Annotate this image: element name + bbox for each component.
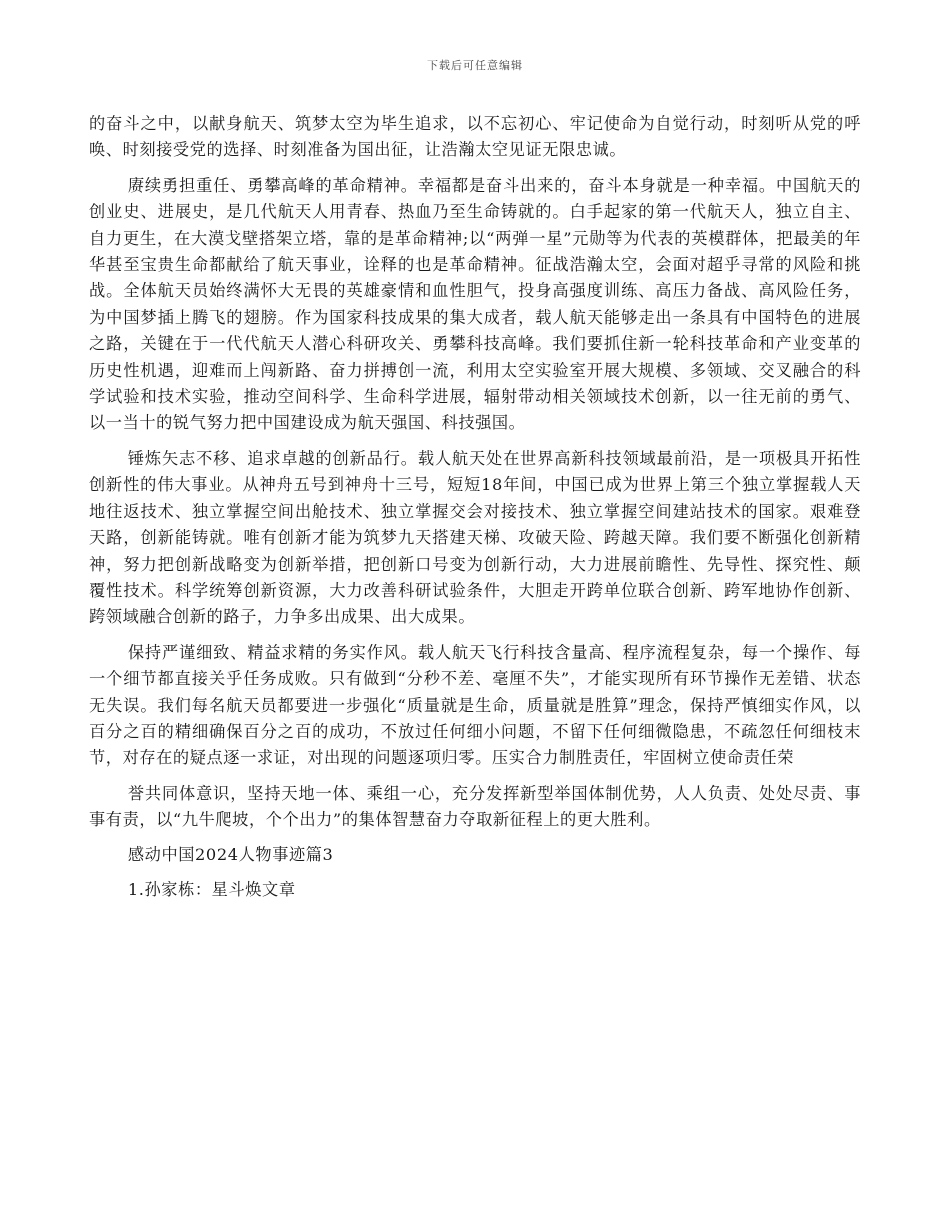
- paragraph-collective: 誉共同体意识，坚持天地一体、乘组一心，充分发挥新型举国体制优势，人人负责、处处尽责、事事有责，以“九牛爬坡，个个出力”的集体智慧奋力夺取新征程上的更大胜利。: [89, 783, 861, 830]
- list-item-heading: 1.孙家栋：星斗焕文章: [127, 879, 296, 899]
- section-heading: 感动中国2024人物事迹篇3: [127, 844, 334, 864]
- paragraph-revolutionary-spirit: 赓续勇担重任、勇攀高峰的革命精神。幸福都是奋斗出来的，奋斗本身就是一种幸福。中国航天的创业史、进展史，是几代航天人用青春、热血乃至生命铸就的。白手起家的第一代航天人，独立自主、自力更生，在大漠戈壁搭架立塔，靠的是革命精神;以“两弹一星”元勋等为代表的英模群体，把最美的年华甚至宝贵生命都献给了航天事业，诠释的也是革命精神。征战浩瀚太空，会面对超乎寻常的风险和挑战。全体航天员始终满怀大无畏的英雄豪情和血性胆气，投身高强度训练、高压力备战、高风险任务，为中国梦插上腾飞的翅膀。作为国家科技成果的集大成者，载人航天能够走出一条具有中国特色的进展之路，关键在于一代代航天人潜心科研攻关、勇攀科技高峰。我们要抓住新一轮科技革命和产业变革的历史性机遇，迎难而上闯新路、奋力拼搏创一流，利用太空实验室开展大规模、多领域、交叉融合的科学试验和技术实验，推动空间科学、生命科学进展，辐射带动相关领域技术创新，以一往无前的勇气、以一当十的锐气努力把中国建设成为航天强国、科技强国。: [89, 175, 861, 433]
- paragraph-innovation: 锤炼矢志不移、追求卓越的创新品行。载人航天处在世界高新科技领域最前沿，是一项极具开拓性创新性的伟大事业。从神舟五号到神舟十三号，短短18年间，中国已成为世界上第三个独立掌握载人天地往返技术、独立掌握空间出舱技术、独立掌握交会对接技术、独立掌握空间建站技术的国家。艰难登天路，创新能铸就。唯有创新才能为筑梦九天搭建天梯、攻破天险、跨越天障。我们要不断强化创新精神，努力把创新战略变为创新举措，把创新口号变为创新行动，大力进展前瞻性、先导性、探究性、颠覆性技术。科学统筹创新资源，大力改善科研试验条件，大胆走开跨单位联合创新、跨军地协作创新、跨领域融合创新的路子，力争多出成果、出大成果。: [89, 448, 861, 627]
- paragraph-continuation: 的奋斗之中，以献身航天、筑梦太空为毕生追求，以不忘初心、牢记使命为自觉行动，时刻听从党的呼唤、时刻接受党的选择、时刻准备为国出征，让浩瀚太空见证无限忠诚。: [89, 114, 861, 160]
- paragraph-pragmatic-style: 保持严谨细致、精益求精的务实作风。载人航天飞行科技含量高、程序流程复杂，每一个操作、每一个细节都直接关乎任务成败。只有做到“分秒不差、毫厘不失”，才能实现所有环节操作无差错、状态无失误。我们每名航天员都要进一步强化“质量就是生命，质量就是胜算”理念，保持严慎细实作风，以百分之百的精细确保百分之百的成功，不放过任何细小问题，不留下任何细微隐患，不疏忽任何细枝末节，对存在的疑点逐一求证，对出现的问题逐项归零。压实合力制胜责任，牢固树立使命责任荣: [89, 642, 861, 768]
- document-body: [89, 111, 861, 903]
- page-header: 下载后可任意编辑: [427, 59, 523, 72]
